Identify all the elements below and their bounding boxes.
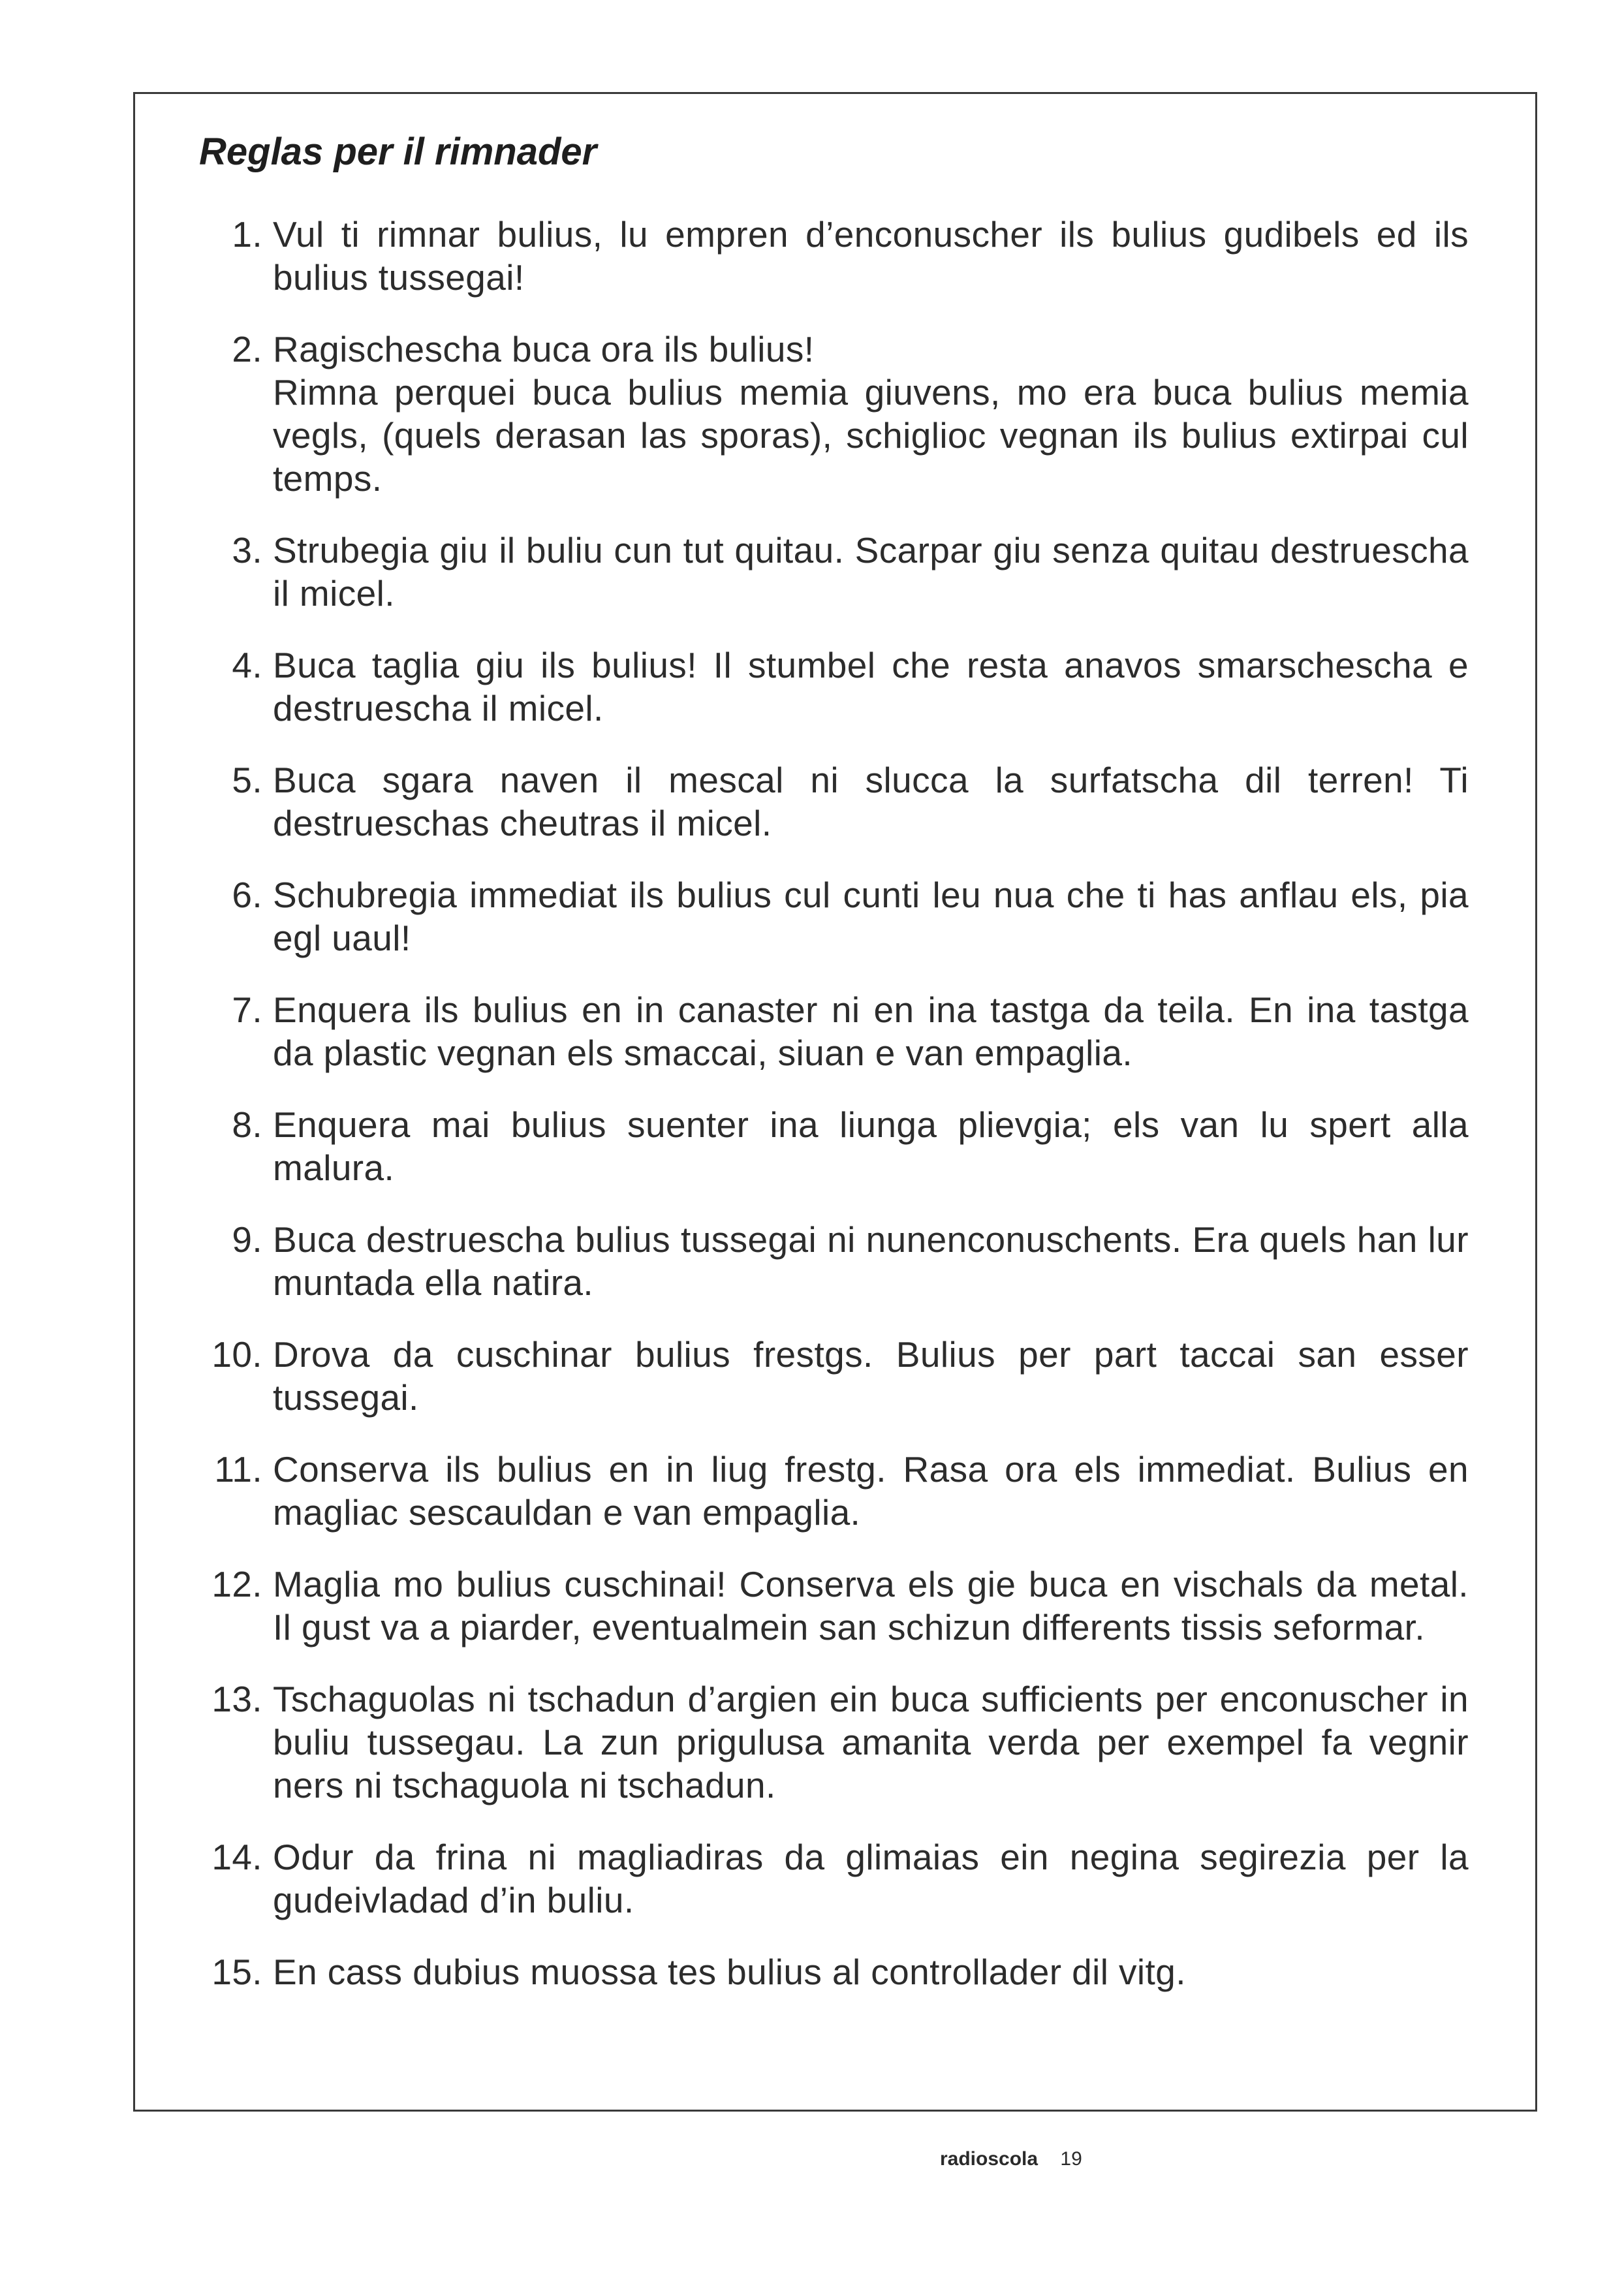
rule-item [189, 1678, 1469, 1807]
rule-number: 1. [232, 214, 262, 255]
rule-text: Tschaguolas ni tschadun d’argien ein buca sufficients per enconuscher in buliu tussegau. La zun prigulusa amanita verda per exempel fa vegnir ners ni tschaguola ni tschadun. [273, 1679, 1469, 1805]
rule-item [189, 1103, 1469, 1189]
rule-text: Buca taglia giu ils bulius! Il stumbel che resta anavos smarschescha e destruescha il micel. [273, 645, 1469, 728]
rule-text: Drova da cuschinar bulius frestgs. Bulius per part taccai san esser tussegai. [273, 1334, 1469, 1418]
rule-text: Vul ti rimnar bulius, lu empren d’enconuscher ils bulius gudibels ed ils bulius tussegai! [273, 214, 1469, 298]
rule-number: 15. [211, 1952, 262, 1992]
rule-text: Buca sgara naven il mescal ni slucca la surfatscha dil terren! Ti destrueschas cheutras il micel. [273, 760, 1469, 843]
rule-text: Buca destruescha bulius tussegai ni nunenconuschents. Era quels han lur muntada ella natira. [273, 1219, 1469, 1303]
rule-item [189, 1563, 1469, 1649]
rule-item [189, 988, 1469, 1074]
rule-item [189, 1950, 1469, 1993]
rule-text: Schubregia immediat ils bulius cul cunti leu nua che ti has anflau els, pia egl uaul! [273, 875, 1469, 958]
page-footer [940, 2146, 1082, 2172]
rule-number: 4. [232, 645, 262, 685]
rule-number: 11. [214, 1449, 262, 1490]
rule-item [189, 1218, 1469, 1304]
rule-number: 6. [232, 875, 262, 915]
rule-item [189, 873, 1469, 960]
rule-number: 14. [211, 1837, 262, 1877]
rule-number: 9. [232, 1219, 262, 1260]
rules-list [189, 213, 1469, 2022]
rule-number: 10. [211, 1334, 262, 1375]
page-number: 19 [1060, 2148, 1082, 2170]
rule-number: 12. [211, 1564, 262, 1604]
footer-brand: radioscola [940, 2148, 1038, 2170]
rule-text: Odur da frina ni magliadiras da glimaias ein negina segirezia per la gudeivladad d’in buliu. [273, 1837, 1469, 1920]
rule-number: 3. [232, 530, 262, 570]
rule-text: Strubegia giu il buliu cun tut quitau. Scarpar giu senza quitau destruescha il micel. [273, 530, 1469, 614]
rule-item [189, 1448, 1469, 1534]
rule-text: En cass dubius muossa tes bulius al controllader dil vitg. [273, 1952, 1186, 1992]
rule-item [189, 758, 1469, 845]
rule-number: 5. [232, 760, 262, 800]
rule-item [189, 328, 1469, 500]
rule-number: 7. [232, 990, 262, 1030]
rule-item [189, 644, 1469, 730]
rule-number: 13. [211, 1679, 262, 1719]
rule-text: Enquera mai bulius suenter ina liunga plievgia; els van lu spert alla malura. [273, 1104, 1469, 1188]
page-title: Reglas per il rimnader [199, 131, 597, 173]
rule-number: 8. [232, 1104, 262, 1145]
rule-number: 2. [232, 329, 262, 369]
rule-text: Enquera ils bulius en in canaster ni en ina tastga da teila. En ina tastga da plastic vegnan els smaccai, siuan e van empaglia. [273, 990, 1469, 1073]
rule-item [189, 213, 1469, 299]
rule-item [189, 1333, 1469, 1419]
rule-item [189, 1835, 1469, 1922]
rule-text: Ragischescha buca ora ils bulius! Rimna perquei buca bulius memia giuvens, mo era buca bulius memia vegls, (quels derasan las sporas), schiglioc vegnan ils bulius extirpai cul temps. [273, 329, 1469, 499]
rule-text: Conserva ils bulius en in liug frestg. Rasa ora els immediat. Bulius en magliac sescauldan e van empaglia. [273, 1449, 1469, 1533]
rule-item [189, 529, 1469, 615]
rule-text: Maglia mo bulius cuschinai! Conserva els gie buca en vischals da metal. Il gust va a piarder, eventualmein san schizun differents tissis seformar. [273, 1564, 1469, 1647]
